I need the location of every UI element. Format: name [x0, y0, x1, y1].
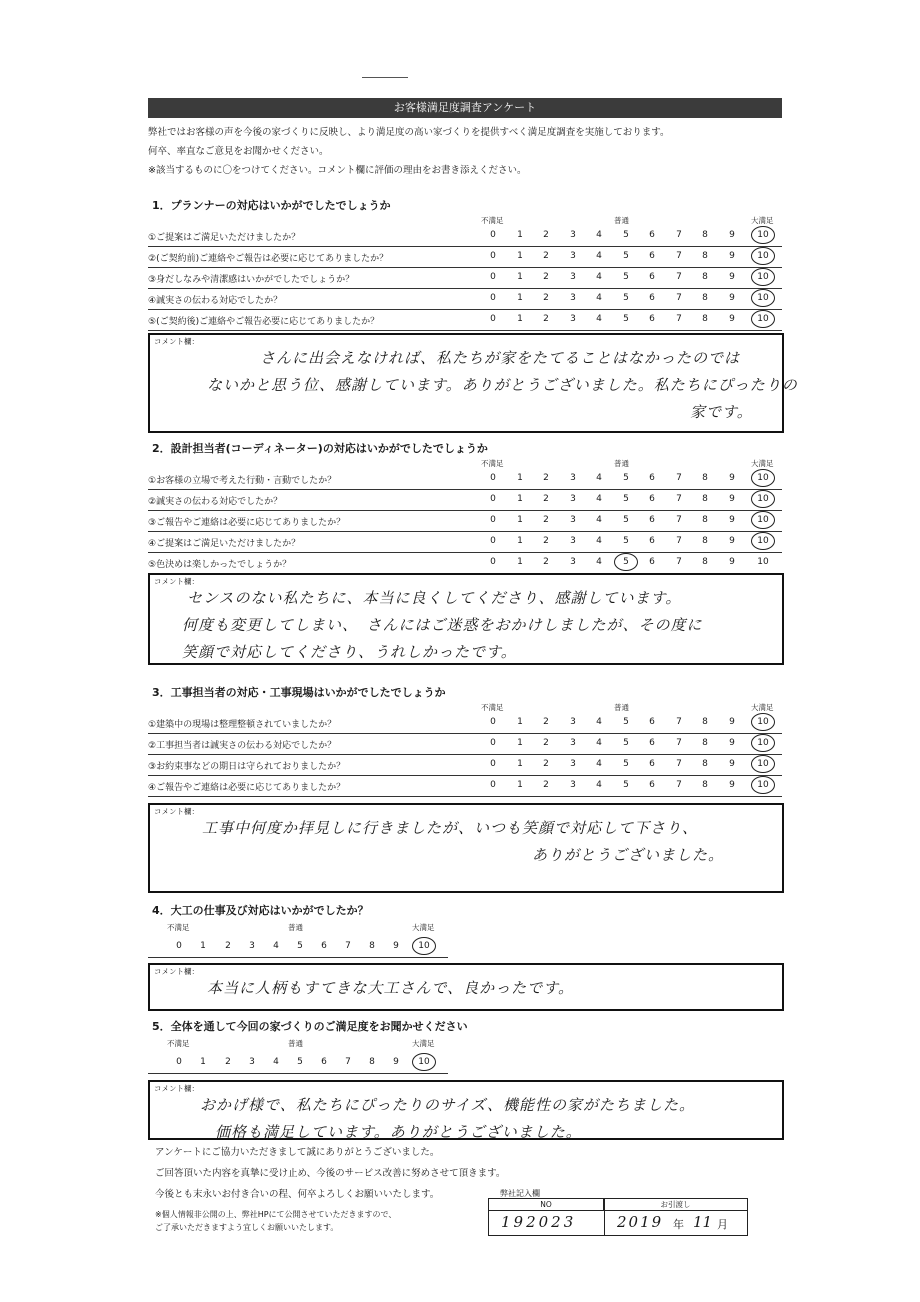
score-option-9[interactable]: 9: [729, 536, 735, 546]
question-text: ③お約束事などの期日は守られておりましたか？: [148, 762, 346, 772]
selected-score-circle: [412, 937, 436, 955]
score-option-6[interactable]: 6: [649, 272, 655, 282]
comment-box-3[interactable]: [148, 803, 784, 893]
score-option-5[interactable]: 5: [623, 738, 629, 748]
score-option-4[interactable]: 4: [273, 941, 279, 951]
scale-label-mid: 普通: [614, 459, 629, 468]
score-option-5[interactable]: 5: [623, 717, 629, 727]
selected-score-circle: [751, 532, 775, 550]
score-option-9[interactable]: 9: [729, 717, 735, 727]
footer-line-3: 今後とも末永いお付き合いの程、何卒よろしくお願いいたします。: [155, 1189, 440, 1200]
score-option-2[interactable]: 2: [543, 293, 549, 303]
scale-label-mid: 普通: [614, 216, 629, 225]
score-option-9[interactable]: 9: [393, 1057, 399, 1067]
score-option-0[interactable]: 0: [490, 717, 496, 727]
section-4-title: 4．大工の仕事及び対応はいかがでしたか？: [152, 904, 369, 917]
score-option-2[interactable]: 2: [543, 738, 549, 748]
question-row: [148, 533, 782, 553]
question-row: [148, 227, 782, 247]
comment-label: コメント欄：: [154, 577, 199, 586]
comment-label: コメント欄：: [154, 337, 199, 346]
score-option-9[interactable]: 9: [729, 759, 735, 769]
score-option-10[interactable]: 10: [757, 536, 769, 546]
score-option-4[interactable]: 4: [596, 473, 602, 483]
top-rule: [362, 77, 408, 78]
score-option-1[interactable]: 1: [517, 293, 523, 303]
score-option-8[interactable]: 8: [702, 494, 708, 504]
comment-box-1[interactable]: [148, 333, 798, 433]
score-option-3[interactable]: 3: [570, 780, 576, 790]
score-option-0[interactable]: 0: [490, 473, 496, 483]
score-option-2[interactable]: 2: [543, 230, 549, 240]
question-row: [148, 311, 782, 331]
score-option-8[interactable]: 8: [702, 293, 708, 303]
score-option-2[interactable]: 2: [543, 473, 549, 483]
score-option-3[interactable]: 3: [570, 557, 576, 567]
score-option-4[interactable]: 4: [596, 230, 602, 240]
score-option-5[interactable]: 5: [297, 941, 303, 951]
intro-line-3: ※該当するものに〇をつけてください。コメント欄に評価の理由をお書き添えください。: [148, 165, 527, 176]
comment-handwriting-line: 笑顔で対応してくださり、うれしかったです。: [182, 643, 517, 661]
score-option-5[interactable]: 5: [297, 1057, 303, 1067]
section-1-title: 1．プランナーの対応はいかがでしたでしょうか: [152, 199, 391, 212]
score-option-0[interactable]: 0: [490, 293, 496, 303]
score-option-0[interactable]: 0: [490, 738, 496, 748]
question-text: ④誠実さの伝わる対応でしたか？: [148, 296, 283, 306]
question-text: ⑤(ご契約後)ご連絡やご報告必要に応じてありましたか？: [148, 317, 380, 327]
score-option-8[interactable]: 8: [369, 1057, 375, 1067]
score-option-9[interactable]: 9: [729, 251, 735, 261]
scale-label-low: 不満足: [481, 703, 504, 712]
score-option-0[interactable]: 0: [490, 314, 496, 324]
score-option-5[interactable]: 5: [623, 759, 629, 769]
score-option-7[interactable]: 7: [676, 557, 682, 567]
score-option-7[interactable]: 7: [676, 515, 682, 525]
intro-line-1: 弊社ではお客様の声を今後の家づくりに反映し、より満足度の高い家づくりを提供すべく満足度調査を実施しております。: [148, 127, 670, 138]
score-option-9[interactable]: 9: [729, 314, 735, 324]
score-option-3[interactable]: 3: [570, 494, 576, 504]
score-option-8[interactable]: 8: [369, 941, 375, 951]
comment-label: コメント欄：: [154, 1084, 199, 1093]
score-option-7[interactable]: 7: [676, 230, 682, 240]
score-option-10[interactable]: 10: [757, 738, 769, 748]
score-option-7[interactable]: 7: [676, 738, 682, 748]
score-option-10[interactable]: 10: [757, 314, 769, 324]
question-text: ③ご報告やご連絡は必要に応じてありましたか？: [148, 518, 346, 528]
score-option-0[interactable]: 0: [490, 251, 496, 261]
selected-score-circle: [751, 289, 775, 307]
score-option-5[interactable]: 5: [623, 272, 629, 282]
score-option-8[interactable]: 8: [702, 251, 708, 261]
question-text: ③身だしなみや清潔感はいかがでしたでしょうか？: [148, 275, 355, 285]
score-option-1[interactable]: 1: [517, 230, 523, 240]
score-option-9[interactable]: 9: [729, 473, 735, 483]
score-option-3[interactable]: 3: [570, 473, 576, 483]
score-option-2[interactable]: 2: [543, 717, 549, 727]
scale-label-mid: 普通: [288, 1039, 303, 1048]
question-text: ⑤色決めは楽しかったでしょうか？: [148, 560, 292, 570]
score-option-3[interactable]: 3: [570, 738, 576, 748]
office-year-unit: 年: [673, 1218, 684, 1231]
score-option-4[interactable]: 4: [596, 272, 602, 282]
score-option-8[interactable]: 8: [702, 717, 708, 727]
score-option-4[interactable]: 4: [596, 515, 602, 525]
office-month-unit: 月: [717, 1218, 728, 1231]
score-option-9[interactable]: 9: [729, 738, 735, 748]
score-option-2[interactable]: 2: [543, 536, 549, 546]
score-option-1[interactable]: 1: [517, 314, 523, 324]
score-option-10[interactable]: 10: [757, 230, 769, 240]
survey-title: お客様満足度調査アンケート: [148, 98, 782, 118]
score-option-10[interactable]: 10: [757, 557, 769, 567]
selected-score-circle: [751, 755, 775, 773]
comment-handwriting-line: 何度も変更してしまい、 さんにはご迷惑をおかけしましたが、その度に: [182, 616, 703, 634]
section-3-title: 3．工事担当者の対応・工事現場はいかがでしたでしょうか: [152, 686, 446, 699]
score-option-1[interactable]: 1: [517, 759, 523, 769]
score-option-4[interactable]: 4: [596, 717, 602, 727]
score-option-10[interactable]: 10: [757, 780, 769, 790]
selected-score-circle: [751, 776, 775, 794]
score-option-1[interactable]: 1: [517, 536, 523, 546]
selected-score-circle: [751, 226, 775, 244]
score-row: [148, 938, 448, 958]
score-option-2[interactable]: 2: [543, 515, 549, 525]
score-option-5[interactable]: 5: [623, 251, 629, 261]
scale-label-mid: 普通: [288, 923, 303, 932]
question-row: [148, 290, 782, 310]
comment-handwriting-line: 家です。: [690, 403, 753, 421]
score-option-1[interactable]: 1: [517, 738, 523, 748]
score-option-7[interactable]: 7: [676, 494, 682, 504]
scale-label-low: 不満足: [167, 923, 190, 932]
score-option-6[interactable]: 6: [321, 1057, 327, 1067]
score-option-3[interactable]: 3: [249, 941, 255, 951]
score-option-6[interactable]: 6: [649, 314, 655, 324]
footer-note-1: ※個人情報非公開の上、弊社HPにて公開させていただきますので、: [155, 1210, 397, 1219]
question-text: ②誠実さの伝わる対応でしたか？: [148, 497, 283, 507]
score-option-7[interactable]: 7: [676, 272, 682, 282]
score-option-4[interactable]: 4: [596, 536, 602, 546]
comment-handwriting-line: 価格も満足しています。ありがとうございました。: [215, 1123, 582, 1141]
question-text: ④ご提案はご満足いただけましたか？: [148, 539, 301, 549]
selected-score-circle: [751, 490, 775, 508]
score-option-9[interactable]: 9: [729, 557, 735, 567]
scale-label-low: 不満足: [481, 459, 504, 468]
score-option-10[interactable]: 10: [418, 1057, 430, 1067]
selected-score-circle: [751, 734, 775, 752]
question-row: [148, 777, 782, 797]
score-option-9[interactable]: 9: [729, 780, 735, 790]
score-option-7[interactable]: 7: [345, 941, 351, 951]
score-option-3[interactable]: 3: [570, 293, 576, 303]
score-option-8[interactable]: 8: [702, 759, 708, 769]
score-option-7[interactable]: 7: [676, 314, 682, 324]
score-option-8[interactable]: 8: [702, 780, 708, 790]
score-option-3[interactable]: 3: [570, 272, 576, 282]
selected-score-circle: [751, 268, 775, 286]
score-option-7[interactable]: 7: [676, 759, 682, 769]
score-option-0[interactable]: 0: [490, 230, 496, 240]
score-option-8[interactable]: 8: [702, 557, 708, 567]
score-option-8[interactable]: 8: [702, 473, 708, 483]
question-row: [148, 512, 782, 532]
office-month-value: 11: [693, 1213, 713, 1231]
score-option-10[interactable]: 10: [418, 941, 430, 951]
score-option-6[interactable]: 6: [649, 759, 655, 769]
selected-score-circle: [614, 553, 638, 571]
score-option-8[interactable]: 8: [702, 515, 708, 525]
score-option-9[interactable]: 9: [729, 293, 735, 303]
score-option-6[interactable]: 6: [649, 717, 655, 727]
score-option-1[interactable]: 1: [517, 272, 523, 282]
score-option-4[interactable]: 4: [596, 759, 602, 769]
score-option-6[interactable]: 6: [649, 515, 655, 525]
comment-handwriting-line: ありがとうございました。: [532, 846, 725, 864]
question-row: [148, 554, 782, 574]
score-option-6[interactable]: 6: [649, 738, 655, 748]
score-option-3[interactable]: 3: [249, 1057, 255, 1067]
scale-label-mid: 普通: [614, 703, 629, 712]
question-row: [148, 491, 782, 511]
score-option-9[interactable]: 9: [729, 272, 735, 282]
score-option-7[interactable]: 7: [676, 717, 682, 727]
comment-handwriting-line: 工事中何度か拝見しに行きましたが、いつも笑顔で対応して下さり、: [202, 819, 699, 837]
score-option-1[interactable]: 1: [517, 780, 523, 790]
score-option-2[interactable]: 2: [543, 494, 549, 504]
score-option-6[interactable]: 6: [649, 251, 655, 261]
score-option-1[interactable]: 1: [200, 1057, 206, 1067]
comment-box-4[interactable]: [148, 963, 784, 1011]
score-option-4[interactable]: 4: [596, 251, 602, 261]
score-option-2[interactable]: 2: [543, 272, 549, 282]
score-option-10[interactable]: 10: [757, 515, 769, 525]
question-row: [148, 269, 782, 289]
score-option-4[interactable]: 4: [596, 557, 602, 567]
score-option-9[interactable]: 9: [729, 515, 735, 525]
score-option-6[interactable]: 6: [321, 941, 327, 951]
selected-score-circle: [751, 310, 775, 328]
scale-label-high: 大満足: [412, 1039, 435, 1048]
score-option-3[interactable]: 3: [570, 759, 576, 769]
question-row: [148, 470, 782, 490]
score-option-10[interactable]: 10: [757, 473, 769, 483]
comment-box-2[interactable]: [148, 573, 784, 665]
score-option-7[interactable]: 7: [676, 780, 682, 790]
question-text: ①お客様の立場で考えた行動・言動でしたか？: [148, 476, 337, 486]
comment-handwriting-line: おかげ様で、私たちにぴったりのサイズ、機能性の家がたちました。: [200, 1096, 695, 1114]
score-option-2[interactable]: 2: [543, 759, 549, 769]
score-option-7[interactable]: 7: [676, 473, 682, 483]
score-option-5[interactable]: 5: [623, 314, 629, 324]
score-option-3[interactable]: 3: [570, 314, 576, 324]
score-option-3[interactable]: 3: [570, 515, 576, 525]
score-option-7[interactable]: 7: [676, 536, 682, 546]
score-row: [148, 1054, 448, 1074]
score-option-6[interactable]: 6: [649, 494, 655, 504]
score-option-8[interactable]: 8: [702, 536, 708, 546]
score-option-1[interactable]: 1: [517, 717, 523, 727]
question-text: ①ご提案はご満足いただけましたか？: [148, 233, 301, 243]
section-2-title: 2．設計担当者(コーディネーター)の対応はいかがでしたでしょうか: [152, 442, 488, 455]
score-option-4[interactable]: 4: [596, 780, 602, 790]
intro-line-2: 何卒、率直なご意見をお聞かせください。: [148, 146, 329, 157]
office-year-value: 2019: [617, 1213, 664, 1231]
score-option-2[interactable]: 2: [225, 1057, 231, 1067]
score-option-0[interactable]: 0: [490, 557, 496, 567]
office-use-box: [488, 1198, 748, 1236]
selected-score-circle: [751, 511, 775, 529]
question-row: [148, 756, 782, 776]
score-option-1[interactable]: 1: [517, 251, 523, 261]
score-option-0[interactable]: 0: [490, 759, 496, 769]
score-option-10[interactable]: 10: [757, 293, 769, 303]
score-option-0[interactable]: 0: [176, 1057, 182, 1067]
score-option-5[interactable]: 5: [623, 473, 629, 483]
score-option-7[interactable]: 7: [676, 251, 682, 261]
score-option-2[interactable]: 2: [543, 251, 549, 261]
score-option-9[interactable]: 9: [729, 494, 735, 504]
score-option-1[interactable]: 1: [517, 557, 523, 567]
office-no-value: 192023: [501, 1213, 577, 1231]
score-option-4[interactable]: 4: [596, 293, 602, 303]
score-option-8[interactable]: 8: [702, 738, 708, 748]
score-option-6[interactable]: 6: [649, 473, 655, 483]
score-option-5[interactable]: 5: [623, 230, 629, 240]
comment-handwriting-line: 本当に人柄もすてきな大工さんで、良かったです。: [207, 979, 574, 997]
scale-label-low: 不満足: [167, 1039, 190, 1048]
score-option-6[interactable]: 6: [649, 780, 655, 790]
score-option-10[interactable]: 10: [757, 251, 769, 261]
footer-line-1: アンケートにご協力いただきまして誠にありがとうございました。: [155, 1147, 440, 1158]
score-option-8[interactable]: 8: [702, 230, 708, 240]
scale-label-high: 大満足: [751, 703, 774, 712]
footer-line-2: ご回答頂いた内容を真摯に受け止め、今後のサービス改善に努めさせて頂きます。: [155, 1168, 506, 1179]
question-row: [148, 735, 782, 755]
question-text: ①建築中の現場は整理整頓されていましたか？: [148, 720, 337, 730]
score-option-2[interactable]: 2: [543, 780, 549, 790]
score-option-1[interactable]: 1: [517, 494, 523, 504]
scale-label-high: 大満足: [751, 216, 774, 225]
score-option-4[interactable]: 4: [596, 738, 602, 748]
score-option-2[interactable]: 2: [543, 314, 549, 324]
score-option-1[interactable]: 1: [517, 515, 523, 525]
section-5-title: 5．全体を通して今回の家づくりのご満足度をお聞かせください: [152, 1020, 468, 1033]
score-option-5[interactable]: 5: [623, 515, 629, 525]
score-option-9[interactable]: 9: [393, 941, 399, 951]
score-option-10[interactable]: 10: [757, 717, 769, 727]
score-option-10[interactable]: 10: [757, 272, 769, 282]
score-option-5[interactable]: 5: [623, 557, 629, 567]
score-option-0[interactable]: 0: [490, 515, 496, 525]
score-option-3[interactable]: 3: [570, 536, 576, 546]
score-option-5[interactable]: 5: [623, 293, 629, 303]
selected-score-circle: [412, 1053, 436, 1071]
scale-label-high: 大満足: [751, 459, 774, 468]
question-text: ②(ご契約前)ご連絡やご報告は必要に応じてありましたか？: [148, 254, 389, 264]
score-option-4[interactable]: 4: [273, 1057, 279, 1067]
comment-handwriting-line: センスのない私たちに、本当に良くしてくださり、感謝しています。: [187, 589, 682, 607]
score-option-3[interactable]: 3: [570, 230, 576, 240]
score-option-9[interactable]: 9: [729, 230, 735, 240]
scale-label-high: 大満足: [412, 923, 435, 932]
office-handover-header: お引渡し: [604, 1199, 747, 1211]
score-option-5[interactable]: 5: [623, 494, 629, 504]
score-option-5[interactable]: 5: [623, 780, 629, 790]
score-option-4[interactable]: 4: [596, 494, 602, 504]
question-text: ④ご報告やご連絡は必要に応じてありましたか？: [148, 783, 346, 793]
selected-score-circle: [751, 713, 775, 731]
question-row: [148, 714, 782, 734]
score-option-4[interactable]: 4: [596, 314, 602, 324]
score-option-10[interactable]: 10: [757, 759, 769, 769]
score-option-7[interactable]: 7: [345, 1057, 351, 1067]
score-option-1[interactable]: 1: [517, 473, 523, 483]
score-option-0[interactable]: 0: [176, 941, 182, 951]
scale-label-low: 不満足: [481, 216, 504, 225]
score-option-6[interactable]: 6: [649, 557, 655, 567]
comment-label: コメント欄：: [154, 967, 199, 976]
footer-note-2: ご了承いただきますよう宜しくお願いいたします。: [155, 1223, 339, 1232]
comment-box-5[interactable]: [148, 1080, 784, 1140]
office-no-header: NO: [489, 1199, 604, 1211]
score-option-2[interactable]: 2: [543, 557, 549, 567]
score-option-10[interactable]: 10: [757, 494, 769, 504]
score-option-2[interactable]: 2: [225, 941, 231, 951]
score-option-8[interactable]: 8: [702, 314, 708, 324]
score-option-0[interactable]: 0: [490, 272, 496, 282]
score-option-6[interactable]: 6: [649, 230, 655, 240]
office-use-label: 弊社記入欄: [500, 1189, 540, 1198]
selected-score-circle: [751, 247, 775, 265]
question-text: ②工事担当者は誠実さの伝わる対応でしたか？: [148, 741, 337, 751]
score-option-8[interactable]: 8: [702, 272, 708, 282]
comment-handwriting-line: ないかと思う位、感謝しています。ありがとうございました。私たちにぴったりの: [207, 376, 798, 394]
score-option-6[interactable]: 6: [649, 536, 655, 546]
score-option-0[interactable]: 0: [490, 494, 496, 504]
comment-handwriting-line: さんに出会えなければ、私たちが家をたてることはなかったのでは: [260, 349, 741, 367]
question-row: [148, 248, 782, 268]
score-option-5[interactable]: 5: [623, 536, 629, 546]
score-option-0[interactable]: 0: [490, 780, 496, 790]
score-option-7[interactable]: 7: [676, 293, 682, 303]
selected-score-circle: [751, 469, 775, 487]
score-option-1[interactable]: 1: [200, 941, 206, 951]
score-option-6[interactable]: 6: [649, 293, 655, 303]
score-option-3[interactable]: 3: [570, 251, 576, 261]
comment-label: コメント欄：: [154, 807, 199, 816]
score-option-0[interactable]: 0: [490, 536, 496, 546]
score-option-3[interactable]: 3: [570, 717, 576, 727]
